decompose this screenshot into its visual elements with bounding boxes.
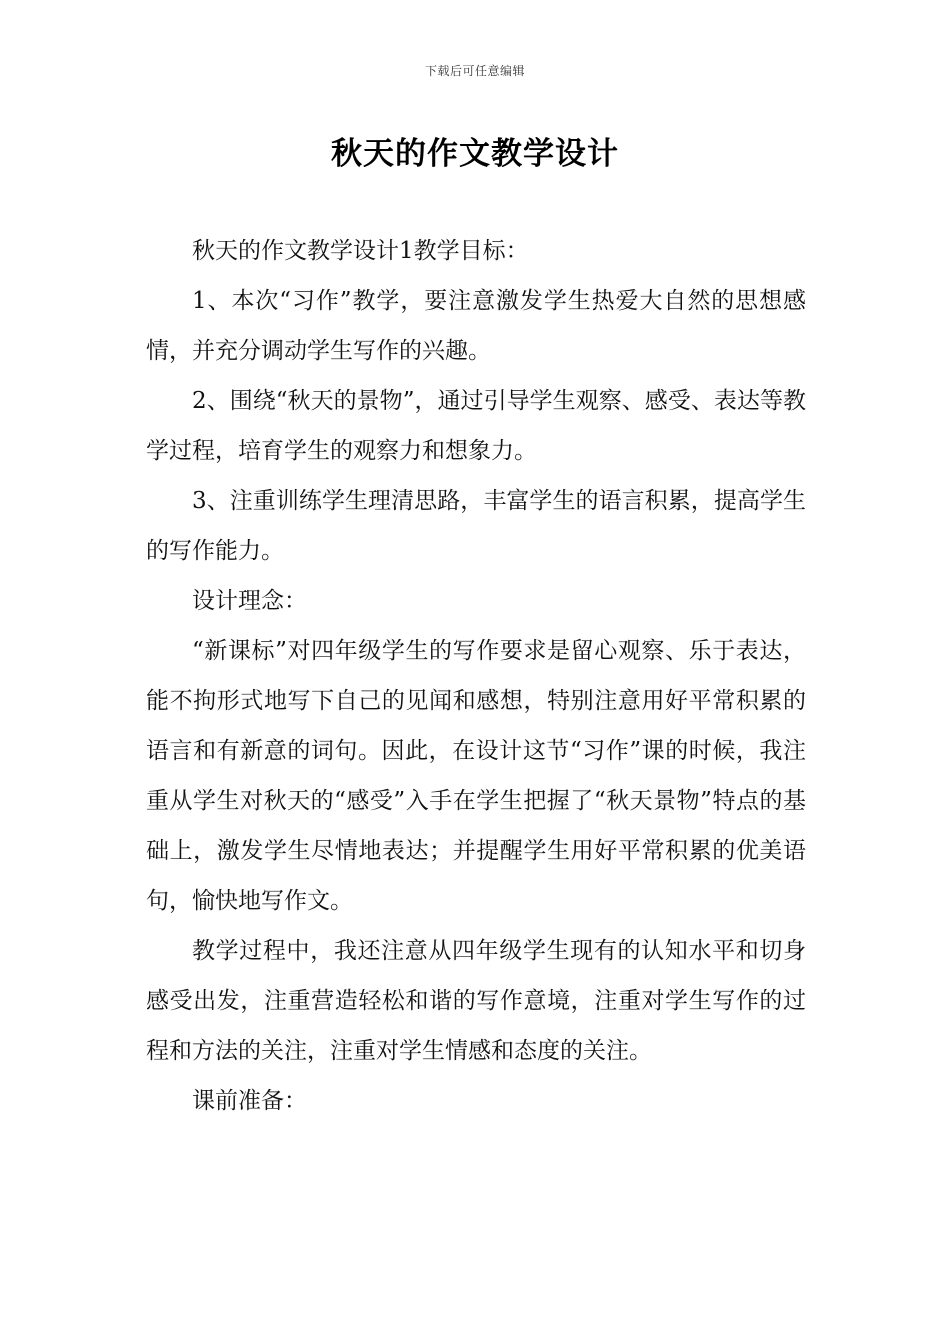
paragraph-preparation-heading: 课前准备：	[192, 1088, 307, 1114]
paragraph-design-heading: 设计理念：	[192, 588, 307, 614]
paragraph-goal-3: 3、注重训练学生理清思路，丰富学生的语言积累，提高学生的写作能力。	[146, 488, 806, 564]
document-body	[146, 226, 806, 1126]
header-note: 下载后可任意编辑	[424, 64, 525, 78]
paragraph-goal-2: 2、围绕“秋天的景物”，通过引导学生观察、感受、表达等教学过程，培育学生的观察力和想象力。	[146, 388, 806, 464]
paragraph-design-concept: “新课标”对四年级学生的写作要求是留心观察、乐于表达，能不拘形式地写下自己的见闻和感想，特别注意用好平常积累的语言和有新意的词句。因此，在设计这节“习作”课的时候，我注重从学生对秋天的“感受”入手在学生把握了“秋天景物”特点的基础上，激发学生尽情地表达；并提醒学生用好平常积累的优美语句，愉快地写作文。	[146, 638, 806, 914]
document-title: 秋天的作文教学设计	[331, 136, 619, 172]
paragraph-intro: 秋天的作文教学设计1教学目标：	[192, 238, 529, 264]
paragraph-goal-1: 1、本次“习作”教学，要注意激发学生热爱大自然的思想感情，并充分调动学生写作的兴趣。	[146, 288, 806, 364]
paragraph-teaching-process: 教学过程中，我还注意从四年级学生现有的认知水平和切身感受出发，注重营造轻松和谐的写作意境，注重对学生写作的过程和方法的关注，注重对学生情感和态度的关注。	[146, 938, 806, 1064]
